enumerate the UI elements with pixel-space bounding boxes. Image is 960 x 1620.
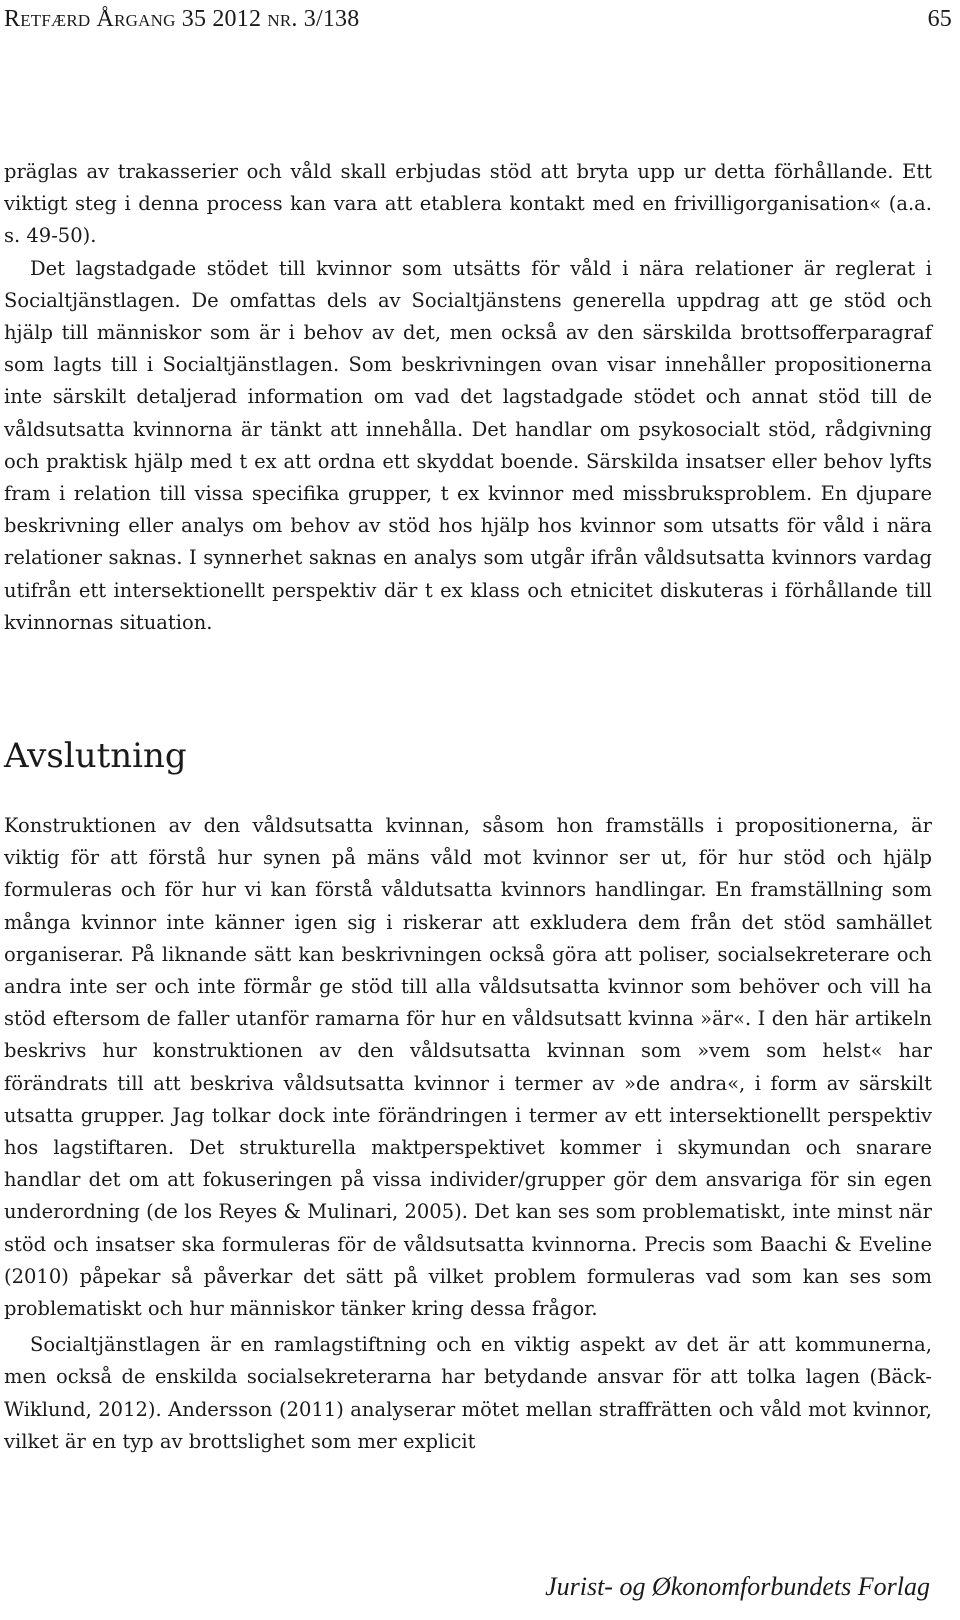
- paragraph-continued: präglas av trakasserier och våld skall erbjudas stöd att bryta upp ur detta förhållande. Ett viktigt steg i denna process kan vara att etablera kontakt med en frivilligorganisation« (a.a. s. 49-50).: [4, 160, 932, 248]
- running-head: [4, 6, 956, 38]
- publisher-footer: Jurist- og Økonomforbundets Forlag: [545, 1572, 930, 1601]
- paragraph-socialtjanstlagen: Socialtjänstlagen är en ramlagstiftning och en viktig aspekt av det är att kommunerna, men också de enskilda socialsekreterarna har betydande ansvar för att tolka lagen (Bäck-Wiklund, 2012). Andersson (2011) analyserar mötet mellan straffrätten och våld mot kvinnor, vilket är en typ av brottslighet som mer explicit: [4, 1333, 932, 1453]
- body-section-conclusion: [4, 810, 932, 1458]
- paragraph-lagstadgade-stodet: Det lagstadgade stödet till kvinnor som utsätts för våld i nära relationer är reglerat i Socialtjänstlagen. De omfattas dels av Socialtjänstens generella uppdrag att ge stöd och hjälp till människor som är i behov av det, men också av den särskilda brottsofferparagraf som lagts till i Socialtjänstlagen. Som beskrivningen ovan visar innehåller propositionerna inte särskilt detaljerad information om vad det lagstadgade stödet och annat stöd till de våldsutsatta kvinnorna är tänkt att innehålla. Det handlar om psykosocialt stöd, rådgivning och praktisk hjälp med t ex att ordna ett skyddat boende. Särskilda insatser eller behov lyfts fram i relation till vissa specifika grupper, t ex kvinnor med missbruksproblem. En djupare beskrivning eller analys om behov av stöd hos hjälp hos kvinnor som utsatts för våld i nära relationer saknas. I synnerhet saknas en analys som utgår ifrån våldsutsatta kvinnors vardag utifrån ett intersektionellt perspektiv där t ex klass och etnicitet diskuteras i förhållande till kvinnornas situation.: [4, 256, 932, 634]
- journal-title: Retfærd Årgang 35 2012 nr. 3/138: [4, 6, 360, 32]
- paragraph-konstruktionen: Konstruktionen av den våldsutsatta kvinnan, såsom hon framställs i propositionerna, är viktig för att förstå hur synen på mäns våld mot kvinnor ser ut, för hur stöd och hjälp formuleras och för hur vi kan förstå våldutsatta kvinnors handlingar. En framställning som många kvinnor inte känner igen sig i riskerar att exkludera dem från det stöd samhället organiserar. På liknande sätt kan beskrivningen också göra att poliser, socialsekreterare och andra inte ser och inte förmår ge stöd till alla våldsutsatta kvinnor som behöver och vill ha stöd eftersom de faller utanför ramarna för hur en våldsutsatt kvinna »är«. I den här artikeln beskrivs hur konstruktionen av den våldsutsatta kvinnan som »vem som helst« har förändrats till att beskriva våldsutsatta kvinnor i termer av »de andra«, i form av särskilt utsatta grupper. Jag tolkar dock inte förändringen i termer av ett intersektionellt perspektiv hos lagstiftaren. Det strukturella maktperspektivet kommer i skymundan och snarare handlar det om att fokuseringen på vissa individer/grupper gör dem ansvariga för sin egen underordning (de los Reyes & Mulinari, 2005). Det kan ses som problematiskt, inte minst när stöd och insatser ska formuleras för de våldsutsatta kvinnorna. Precis som Baachi & Eveline (2010) påpekar så påverkar det sätt på vilket problem formuleras vad som kan ses som problematiskt och hur människor tänker kring dessa frågor.: [4, 814, 932, 1321]
- page-number: 65: [927, 6, 952, 32]
- body-section-continued: [4, 156, 932, 639]
- section-heading: Avslutning: [4, 736, 187, 776]
